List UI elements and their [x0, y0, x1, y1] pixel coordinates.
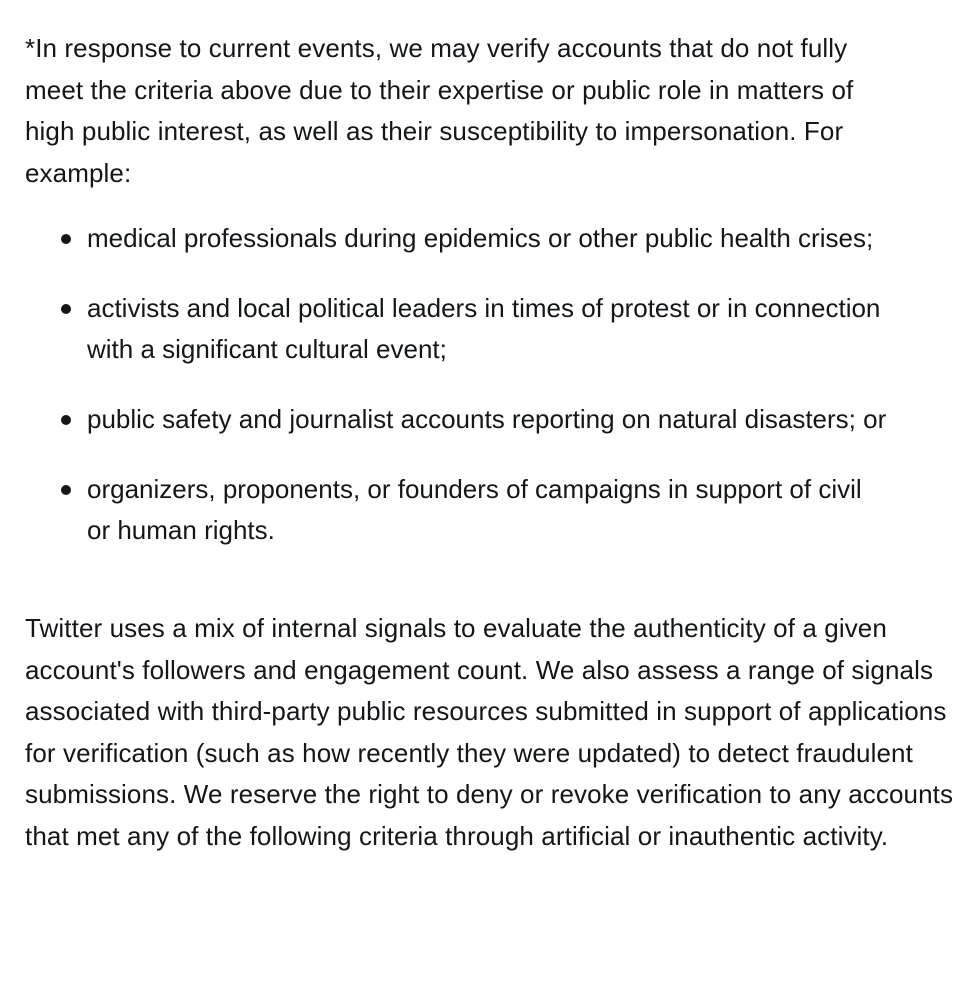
closing-paragraph: Twitter uses a mix of internal signals to evaluate the authenticity of a given account's followers and engagement count. We also assess a range of signals associated with third-party public resources submitted in support of applications for verification (such as how recently they were updated) to detect fraudulent submissions. We reserve the right to deny or revoke verification to any accounts that met any of the following criteria through artificial or inauthentic activity. — [25, 613, 954, 851]
list-item-text: organizers, proponents, or founders of campaigns in support of civil or human rights. — [87, 474, 862, 545]
list-item-text: public safety and journalist accounts reporting on natural disasters; or — [87, 404, 887, 434]
list-item — [25, 399, 887, 440]
article-body — [25, 28, 960, 857]
bullet-icon — [61, 415, 71, 425]
list-item — [25, 469, 887, 551]
bullet-icon — [61, 304, 71, 314]
bullet-icon — [61, 485, 71, 495]
bullet-icon — [61, 234, 71, 244]
examples-list — [25, 218, 960, 551]
list-item — [25, 218, 887, 259]
list-item-text: activists and local political leaders in times of protest or in connection with a significant cultural event; — [87, 293, 881, 364]
list-item-text: medical professionals during epidemics or other public health crises; — [87, 223, 874, 253]
intro-paragraph: *In response to current events, we may verify accounts that do not fully meet the criteria above due to their expertise or public role in matters of high public interest, as well as their susceptibility to impersonation. For example: — [25, 33, 854, 188]
list-item — [25, 288, 887, 370]
